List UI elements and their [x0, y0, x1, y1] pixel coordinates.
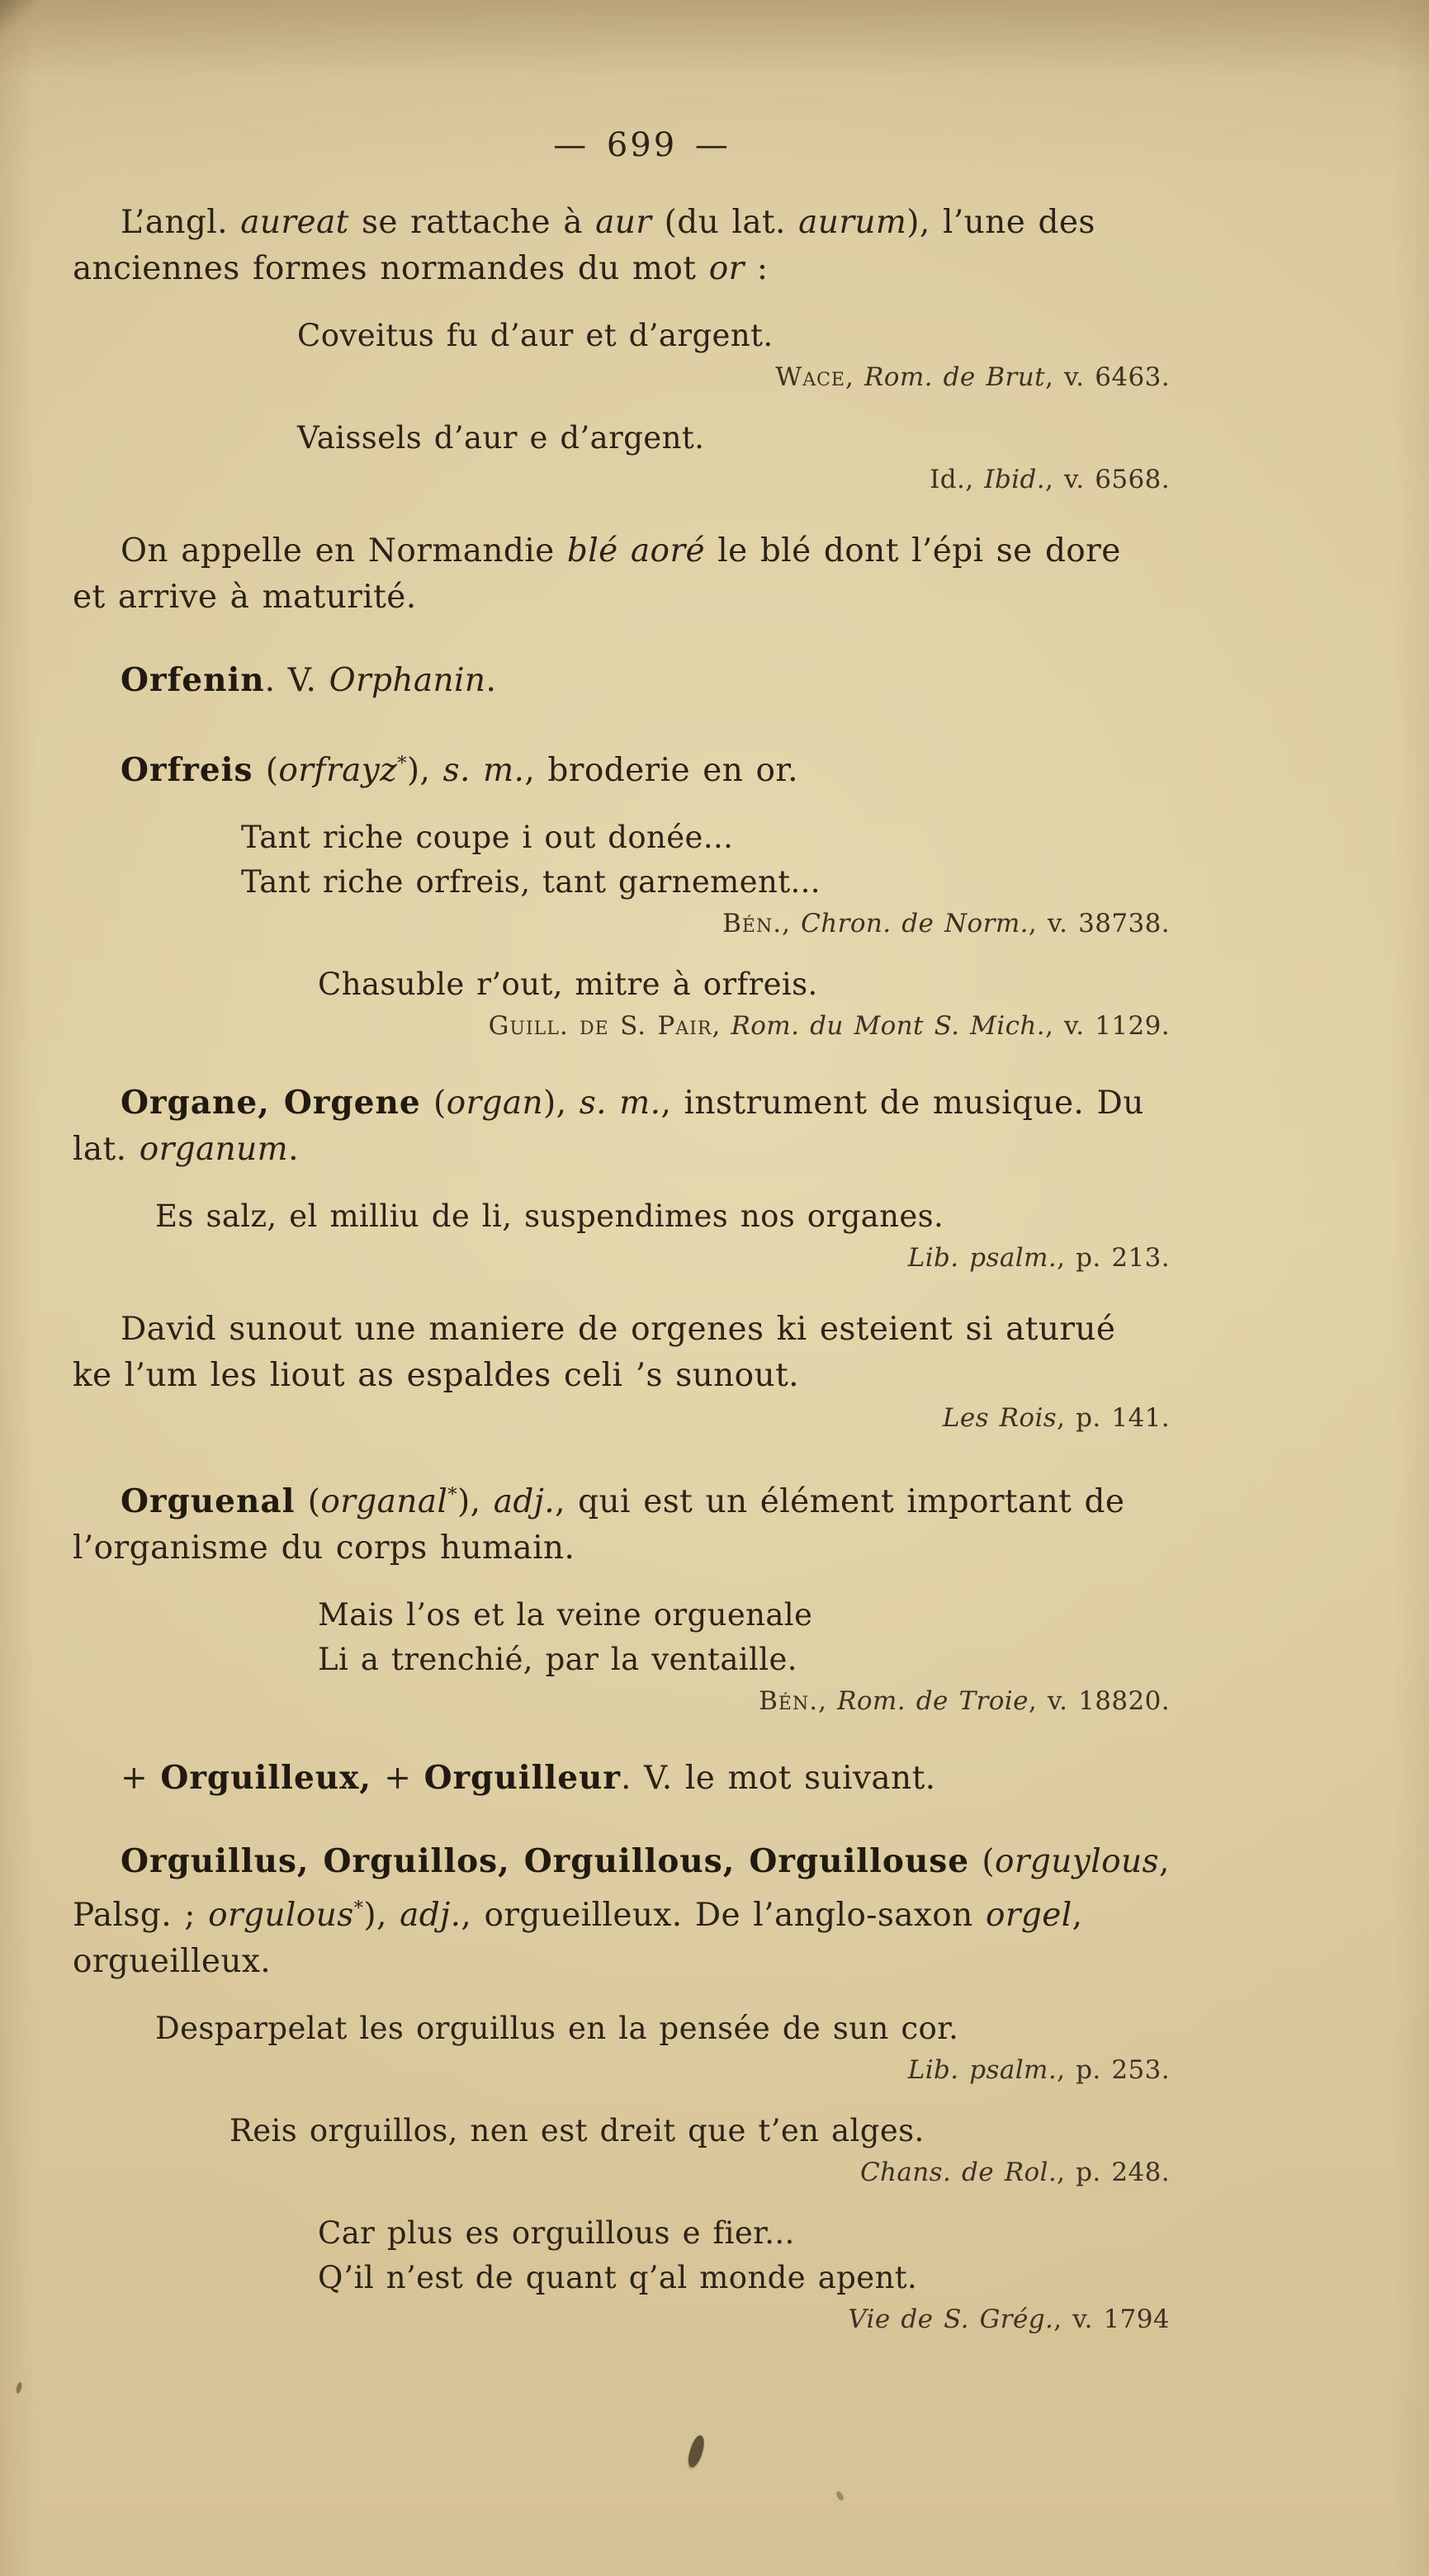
text-run: , v. 18820.	[1028, 1686, 1170, 1716]
para-line	[73, 246, 1211, 292]
quote-line	[297, 416, 1211, 461]
citation	[73, 1241, 1211, 1275]
text-run: ke l’um les liout as espaldes celi ’s sunout.	[73, 1357, 799, 1394]
text-run: (	[253, 752, 279, 789]
text-run: .	[485, 662, 497, 699]
italic-text: aureat	[240, 204, 349, 241]
text-run: David sunout une maniere de orgenes ki esteient si aturué	[121, 1311, 1116, 1348]
text-run: L’angl.	[121, 204, 241, 241]
text-run: ,	[1072, 1897, 1083, 1934]
quote-line	[318, 2256, 1211, 2300]
para-line	[73, 1353, 1211, 1399]
quote-line	[229, 2109, 1211, 2153]
text-run: ),	[457, 1483, 494, 1520]
quote-line	[318, 1638, 1211, 1682]
dictionary-entry	[73, 740, 1211, 794]
entry-line	[73, 657, 1211, 704]
text-run: ,	[818, 1686, 838, 1716]
text-run: ,	[845, 362, 865, 392]
quotation	[73, 2211, 1211, 2300]
asterisk-marker: *	[353, 1898, 364, 1919]
quote-line	[318, 2211, 1211, 2256]
entry-line	[73, 1939, 1211, 1985]
italic-text: organum	[139, 1131, 289, 1168]
text-run: le blé dont l’épi se dore	[704, 532, 1121, 570]
text-run: se rattache à	[348, 204, 596, 241]
quote-line	[297, 314, 1211, 358]
paragraph	[73, 1307, 1211, 1399]
italic-text: orfrayz	[278, 752, 398, 789]
entry-line	[73, 1755, 1211, 1802]
text-run: (du lat.	[651, 204, 799, 241]
citation-line	[73, 1401, 1170, 1435]
author-smallcaps: Bén.	[759, 1686, 819, 1716]
text-run: +	[121, 1760, 161, 1797]
italic-text: Chans. de Rol.	[859, 2158, 1058, 2187]
text-run: ),	[363, 1897, 400, 1934]
text-run: , p. 253.	[1057, 2055, 1170, 2085]
citation-line	[73, 462, 1170, 497]
dictionary-entry	[73, 1472, 1211, 1572]
paragraph	[73, 528, 1211, 621]
quotation	[73, 2006, 1211, 2051]
quote-line	[155, 2006, 1211, 2051]
text-run: Mais l’os et la veine orguenale	[318, 1597, 813, 1633]
text-run: , p. 141.	[1057, 1403, 1170, 1433]
scan-corner-shadow	[0, 0, 60, 43]
italic-text: organ	[446, 1085, 544, 1122]
italic-text: Lib. psalm.	[907, 1243, 1058, 1273]
text-run: l’organisme du corps humain.	[73, 1529, 575, 1567]
quote-line	[318, 1593, 1211, 1638]
italic-text: Orphanin	[329, 662, 486, 699]
text-run: , v. 1129.	[1045, 1011, 1170, 1041]
dictionary-entry	[73, 1080, 1211, 1173]
text-run: On appelle en Normandie	[121, 532, 567, 570]
text-run: , orgueilleux. De l’anglo-saxon	[461, 1897, 986, 1934]
asterisk-marker: *	[397, 753, 407, 774]
text-run: , instrument de musique. Du	[660, 1085, 1144, 1122]
para-line	[73, 528, 1211, 574]
dictionary-entry	[73, 1755, 1211, 1802]
citation	[73, 906, 1211, 941]
text-run: . V.	[264, 662, 329, 699]
italic-text: Rom. de Troie	[837, 1686, 1029, 1716]
text-run: lat.	[73, 1131, 140, 1168]
italic-text: orgulous	[208, 1897, 354, 1934]
quote-line	[241, 860, 1211, 905]
entry-line	[73, 1525, 1211, 1572]
italic-text: Lib. psalm.	[907, 2055, 1058, 2085]
italic-text: Rom. du Mont S. Mich.	[731, 1011, 1045, 1041]
para-line	[73, 1307, 1211, 1353]
italic-text: orguylous	[995, 1843, 1159, 1880]
italic-text: or	[708, 250, 745, 287]
italic-text: Chron. de Norm.	[801, 909, 1029, 938]
headword: Orguilleux,	[160, 1759, 371, 1797]
text-run: Tant riche coupe i out donée...	[241, 820, 734, 855]
quotation	[73, 416, 1211, 461]
citation	[73, 1009, 1211, 1043]
ink-speck	[835, 2490, 845, 2502]
italic-text: adj.	[493, 1483, 556, 1520]
citation-line	[73, 2053, 1170, 2087]
citation	[73, 2302, 1211, 2337]
text-run: ),	[543, 1085, 580, 1122]
text-run: Q’il n’est de quant q’al monde apent.	[318, 2260, 918, 2295]
text-run: , v. 6463.	[1045, 362, 1170, 392]
text-run: Car plus es orguillous e fier...	[318, 2215, 795, 2251]
text-run: Desparpelat les orguillus en la pensée de sun cor.	[155, 2011, 959, 2046]
text-run: (	[420, 1085, 447, 1122]
citation-line	[73, 906, 1170, 941]
author-smallcaps: Wace	[775, 362, 845, 392]
entry-line	[73, 740, 1211, 794]
text-run: . V. le mot suivant.	[620, 1760, 936, 1797]
italic-text: orgel	[986, 1897, 1072, 1934]
quotation	[73, 962, 1211, 1007]
italic-text: Rom. de Brut	[864, 362, 1045, 392]
quotation	[73, 314, 1211, 358]
text-run: Coveitus fu d’aur et d’argent.	[297, 318, 774, 353]
text-run: , v. 1794	[1053, 2304, 1170, 2334]
text-run: ),	[406, 752, 443, 789]
text-column	[73, 0, 1211, 2337]
author-smallcaps: Guill. de S. Pair	[488, 1011, 712, 1041]
text-run: , v. 6568.	[1045, 465, 1170, 494]
entry-line	[73, 1885, 1211, 1939]
quote-line	[155, 1194, 1211, 1239]
text-run: ,	[712, 1011, 731, 1041]
text-run: Chasuble r’out, mitre à orfreis.	[318, 967, 818, 1002]
italic-text: s. m.	[442, 752, 525, 789]
citation	[73, 2053, 1211, 2087]
text-run: , p. 213.	[1057, 1243, 1170, 1273]
italic-text: adj.	[400, 1897, 461, 1934]
dictionary-entry	[73, 1838, 1211, 1985]
headword: Orfenin	[121, 661, 265, 699]
text-run: Reis orguillos, nen est dreit que t’en alges.	[229, 2113, 925, 2148]
quotation	[73, 815, 1211, 905]
italic-text: Ibid.	[984, 465, 1045, 494]
citation-line	[73, 1684, 1170, 1718]
author-smallcaps: Bén.	[722, 909, 783, 938]
citation-line	[73, 2155, 1170, 2190]
text-run: ,	[782, 909, 802, 938]
quotation	[73, 1194, 1211, 1239]
text-run: ), l’une des	[906, 204, 1095, 241]
italic-text: Les Rois	[942, 1403, 1058, 1433]
entry-line	[73, 1127, 1211, 1173]
text-run: Id.,	[930, 465, 985, 494]
italic-text: aurum	[798, 204, 907, 241]
entry-line	[73, 1838, 1211, 1885]
page-number: — 699 —	[553, 126, 731, 164]
page-content	[73, 200, 1211, 2337]
entry-line	[73, 1080, 1211, 1127]
citation	[73, 462, 1211, 497]
text-run: Vaissels d’aur e d’argent.	[297, 420, 705, 456]
text-run: , v. 38738.	[1028, 909, 1170, 938]
para-line	[73, 574, 1211, 621]
quotation	[73, 2109, 1211, 2153]
quote-line	[318, 962, 1211, 1007]
citation-line	[73, 1241, 1170, 1275]
citation	[73, 1401, 1211, 1435]
citation-line	[73, 2302, 1170, 2337]
citation	[73, 2155, 1211, 2190]
text-run: ,	[1158, 1843, 1170, 1880]
headword: Orguillus, Orguillos, Orguillous, Orguillouse	[121, 1842, 970, 1880]
text-run: (	[969, 1843, 995, 1880]
italic-text: blé aoré	[566, 532, 705, 570]
text-run: Palsg. ;	[73, 1897, 209, 1934]
text-run: +	[371, 1760, 424, 1797]
paragraph	[73, 200, 1211, 292]
dictionary-entry	[73, 657, 1211, 704]
text-run: .	[288, 1131, 299, 1168]
text-run: Li a trenchié, par la ventaille.	[318, 1642, 797, 1677]
italic-text: Vie de S. Grég.	[848, 2304, 1054, 2334]
entry-line	[73, 1472, 1211, 1525]
text-run: Es salz, el milliu de li, suspendimes nos organes.	[155, 1198, 944, 1234]
headword: Organe, Orgene	[121, 1084, 421, 1122]
text-run: (	[295, 1483, 321, 1520]
para-line	[73, 200, 1211, 246]
text-run: , p. 248.	[1057, 2158, 1170, 2187]
headword: Orfreis	[121, 751, 253, 789]
ink-blot	[685, 2434, 707, 2470]
text-run: Tant riche orfreis, tant garnement...	[241, 864, 821, 900]
text-run: , qui est un élément important de	[555, 1483, 1125, 1520]
italic-text: aur	[595, 204, 652, 241]
text-run: orgueilleux.	[73, 1943, 272, 1980]
asterisk-marker: *	[447, 1484, 458, 1505]
ink-speck	[15, 2381, 22, 2394]
italic-text: s. m.	[579, 1085, 661, 1122]
text-run: :	[744, 250, 769, 287]
citation-line	[73, 360, 1170, 395]
text-run: anciennes formes normandes du mot	[73, 250, 709, 287]
citation	[73, 360, 1211, 395]
text-run: , broderie en or.	[524, 752, 798, 789]
headword: Orguilleur	[423, 1759, 621, 1797]
citation-line	[73, 1009, 1170, 1043]
italic-text: organal	[320, 1483, 448, 1520]
headword: Orguenal	[121, 1482, 296, 1520]
citation	[73, 1684, 1211, 1718]
quotation	[73, 1593, 1211, 1682]
quote-line	[241, 815, 1211, 860]
text-run: et arrive à maturité.	[73, 579, 417, 616]
